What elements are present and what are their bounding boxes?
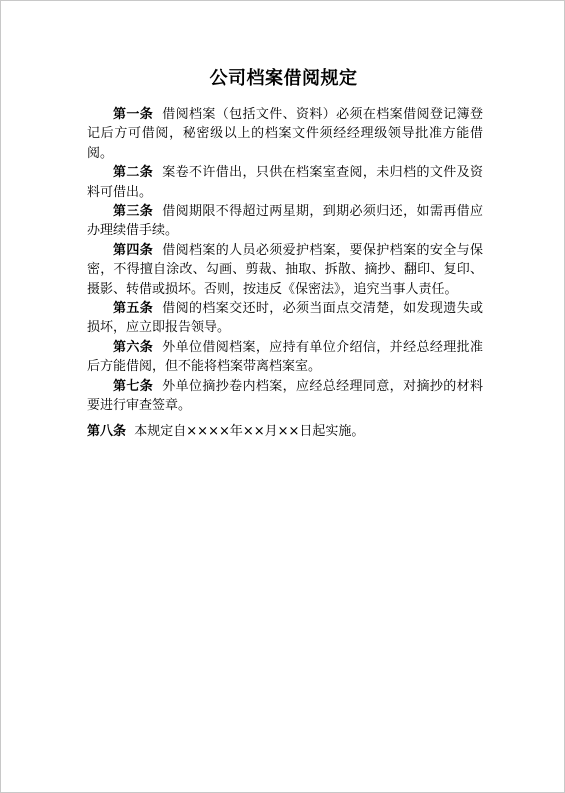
article-label: 第六条 — [113, 339, 154, 355]
article-label: 第三条 — [113, 204, 154, 220]
document-body — [87, 105, 483, 441]
article-label: 第八条 — [87, 423, 127, 439]
article-7 — [87, 377, 483, 416]
article-text: 案卷不许借出，只供在档案室查阅，未归档的文件及资料可借出。 — [87, 165, 483, 200]
document-title: 公司档案借阅规定 — [209, 68, 358, 89]
article-text: 外单位借阅档案，应持有单位介绍信，并经总经理批准后方能借阅，但不能将档案带离档案室。 — [87, 339, 483, 375]
article-2 — [87, 163, 483, 202]
article-label: 第四条 — [113, 242, 154, 258]
article-label: 第二条 — [113, 165, 154, 181]
article-6 — [87, 338, 483, 377]
article-text: 借阅档案（包括文件、资料）必须在档案借阅登记簿登记后方可借阅，秘密级以上的档案文件须经经理级领导批准方能借阅。 — [87, 107, 483, 161]
article-text: 借阅的档案交还时，必须当面点交清楚，如发现遗失或损坏，应立即报告领导。 — [87, 301, 483, 336]
article-label: 第七条 — [113, 378, 154, 394]
article-8 — [87, 422, 483, 441]
article-text: 外单位摘抄卷内档案，应经总经理同意，对摘抄的材料要进行审查签章。 — [87, 378, 483, 414]
article-text: 借阅档案的人员必须爱护档案，要保护档案的安全与保密，不得擅自涂改、勾画、剪裁、抽取、拆散、摘抄、翻印、复印、摄影、转借或损坏。否则，按违反《保密法》，追究当事人责任。 — [87, 242, 483, 297]
article-3 — [87, 202, 483, 241]
article-label: 第五条 — [113, 301, 154, 317]
article-1 — [87, 105, 483, 163]
article-label: 第一条 — [113, 107, 154, 122]
article-text: 借阅期限不得超过两星期，到期必须归还，如需再借应办理续借手续。 — [87, 204, 483, 239]
article-text: 本规定自××××年××月××日起实施。 — [134, 423, 365, 439]
article-4 — [87, 241, 483, 299]
article-5 — [87, 299, 483, 338]
